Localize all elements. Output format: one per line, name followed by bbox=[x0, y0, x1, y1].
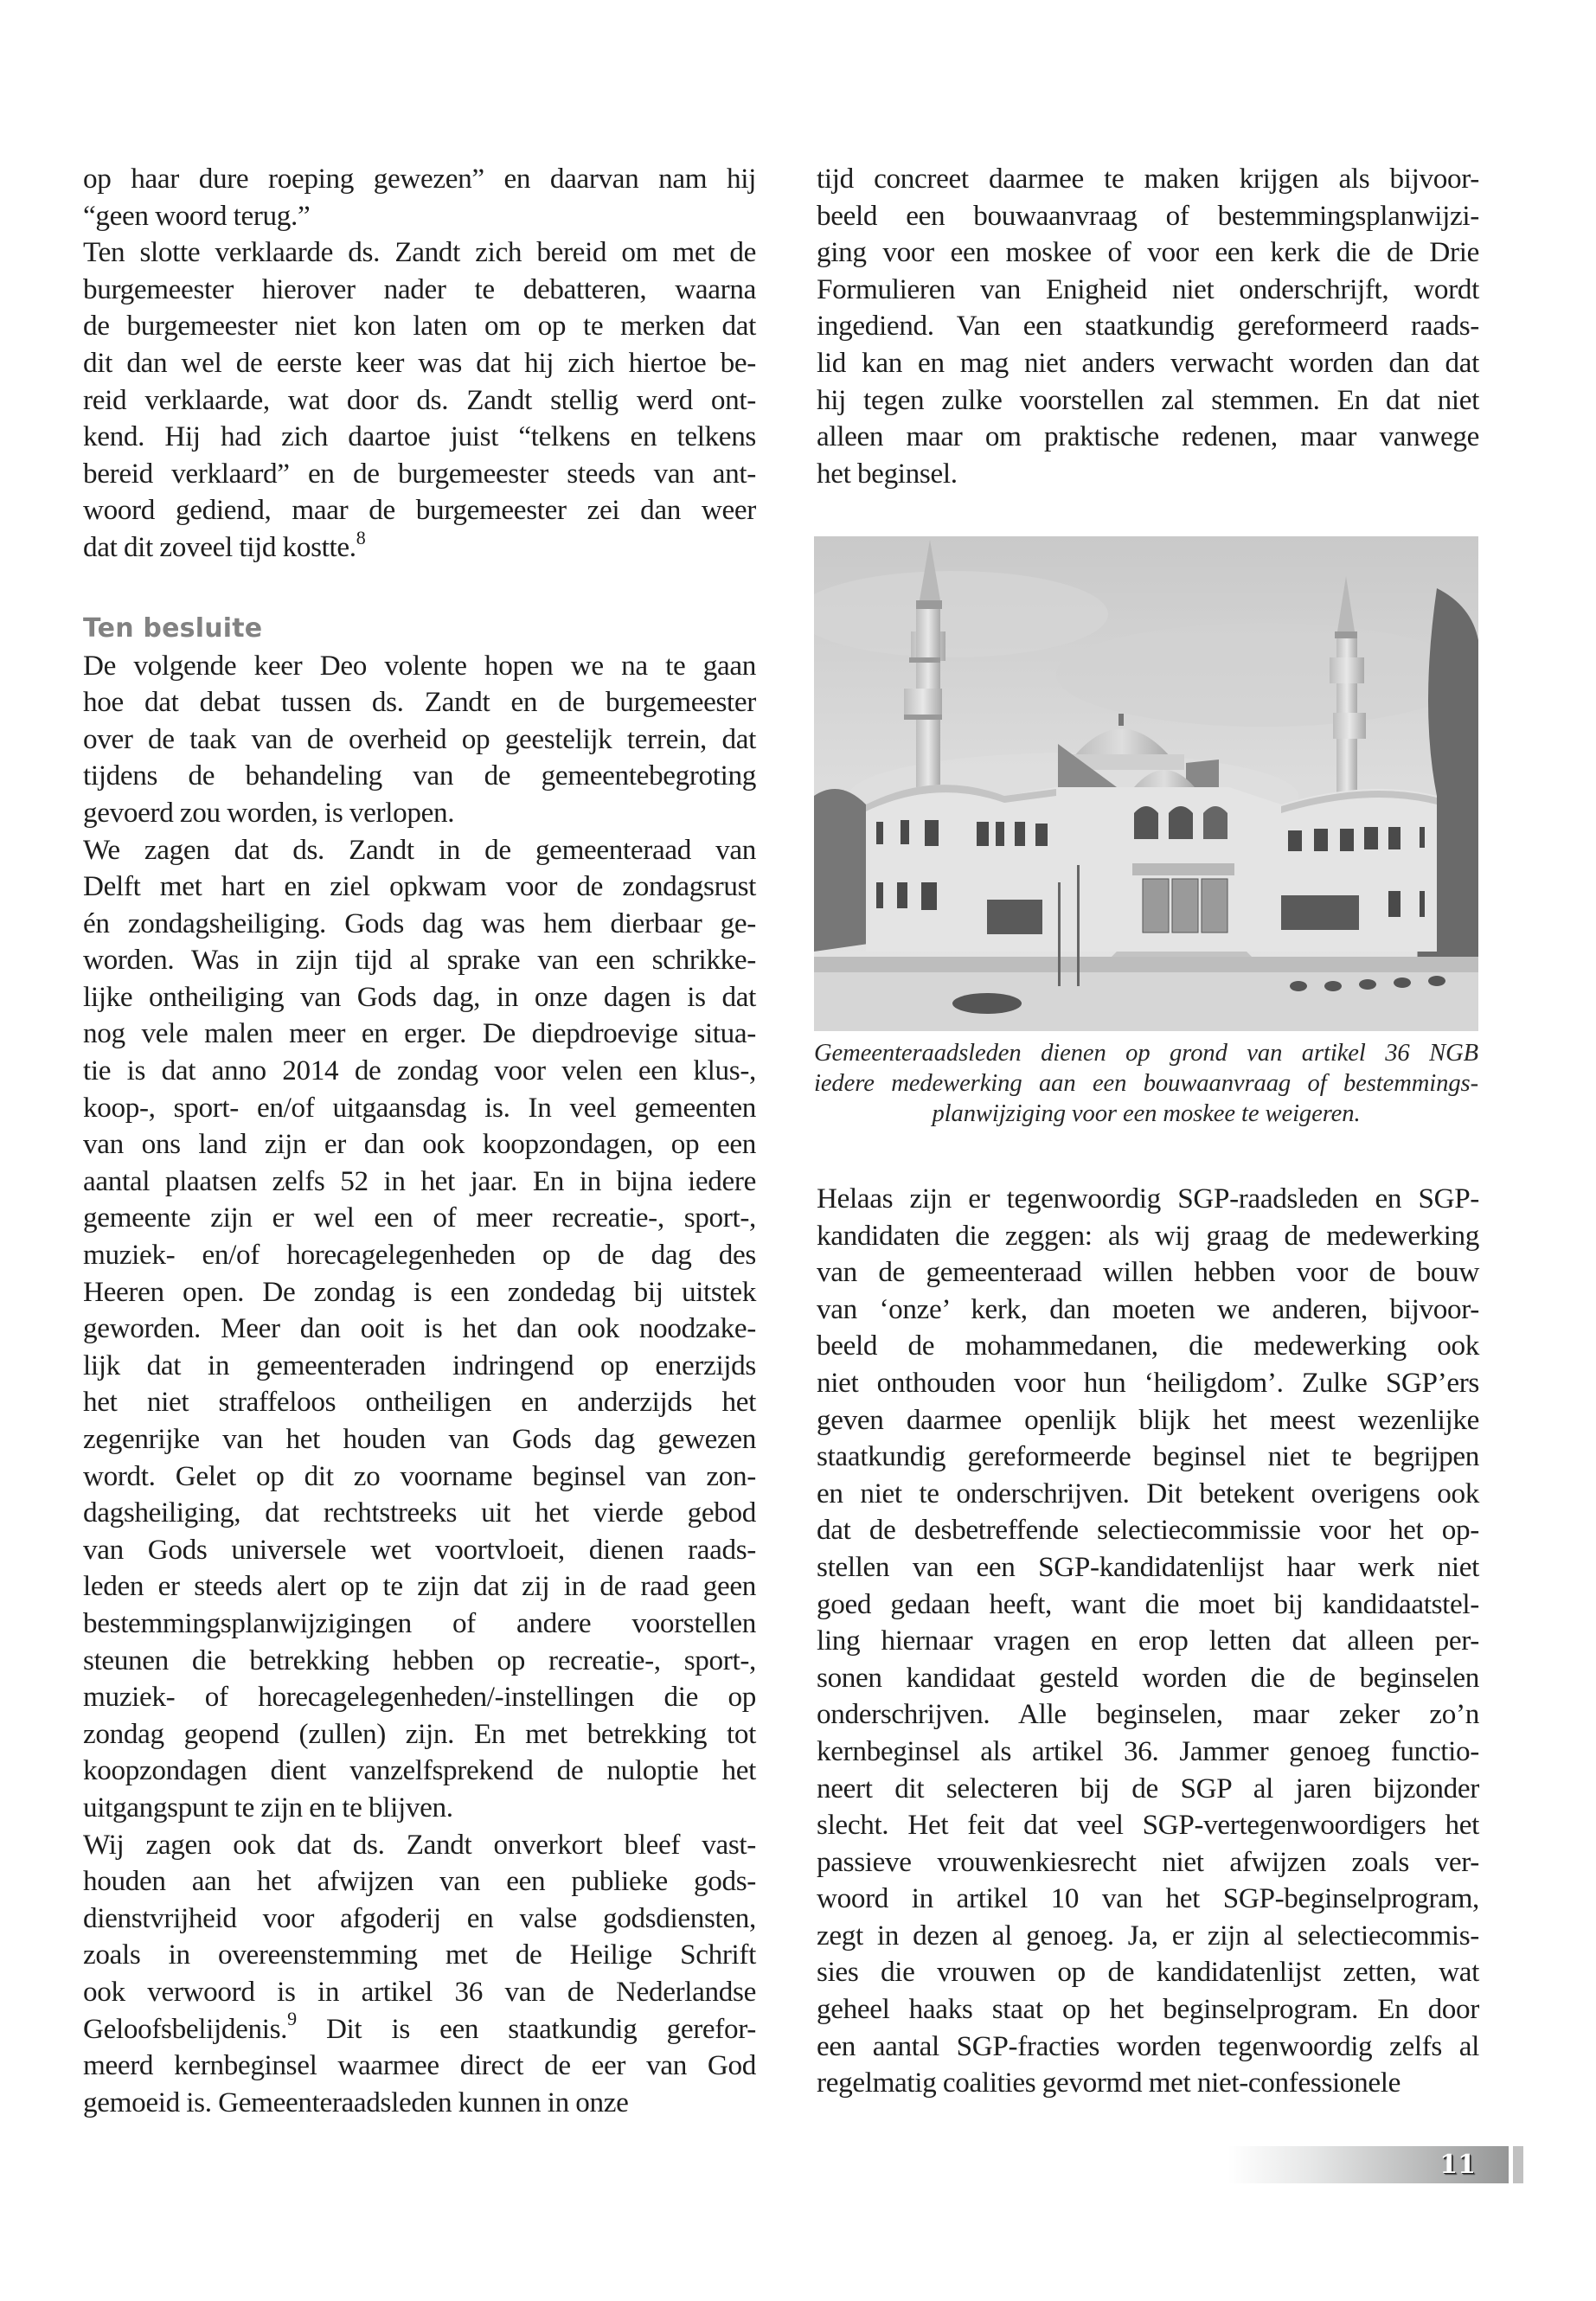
text-line: aantal plaatsen zelfs 52 in het jaar. En in bijna iedere bbox=[83, 1164, 756, 1197]
text-line: De volgende keer Deo volente hopen we na te gaan bbox=[83, 649, 756, 682]
text-line: van ‘onze’ kerk, dan moeten we anderen, bijvoor- bbox=[817, 1292, 1479, 1325]
text-line: lijke ontheiliging van Gods dag, in onze dagen is dat bbox=[83, 980, 756, 1013]
text-line: van Gods universele wet voortvloeit, dienen raads- bbox=[83, 1533, 756, 1566]
text-line: burgemeester hierover nader te debatteren, waarna bbox=[83, 272, 756, 305]
text-line: van ons land zijn er dan ook koopzondagen, op een bbox=[83, 1128, 756, 1161]
text-line: sies die vrouwen op de kandidatenlijst zetten, wat bbox=[817, 1956, 1479, 1989]
text-line: Wij zagen ook dat ds. Zandt onverkort bleef vast- bbox=[83, 1828, 756, 1861]
section-paragraph-2 bbox=[83, 832, 756, 1827]
text-line: tijd concreet daarmee te maken krijgen als bijvoor- bbox=[817, 163, 1479, 195]
text-line: ook verwoord is in artikel 36 van de Nederlandse bbox=[83, 1975, 756, 2008]
text-line: de burgemeester niet kon laten om op te merken dat bbox=[83, 310, 756, 343]
text-line: zegenrijke van het houden van Gods dag gewezen bbox=[83, 1423, 756, 1455]
text-line: muziek- en/of horecagelegenheden op de dag des bbox=[83, 1239, 756, 1272]
text-line: zegt in dezen al genoeg. Ja, er zijn al selectiecommis- bbox=[817, 1919, 1479, 1952]
text-line: zoals in overeenstemming met de Heilige Schrift bbox=[83, 1939, 756, 1971]
text-line: woord gediend, maar de burgemeester zei dan weer bbox=[83, 494, 756, 527]
text-line: en niet te onderschrijven. Dit betekent overigens ook bbox=[817, 1477, 1479, 1509]
mosque-photo bbox=[814, 536, 1478, 1031]
text-line: Formulieren van Enigheid niet onderschrijft, wordt bbox=[817, 272, 1479, 305]
text-line: wordt. Gelet op dit zo voorname beginsel van zon- bbox=[83, 1459, 756, 1492]
text-line: dit dan wel de eerste keer was dat hij zich hiertoe be- bbox=[83, 346, 756, 379]
text-line: muziek- of horecagelegenheden/-instellingen die op bbox=[83, 1681, 756, 1714]
right-top-paragraph bbox=[817, 161, 1479, 492]
text-line: koop-, sport- en/of uitgaansdag is. In veel gemeenten bbox=[83, 1091, 756, 1124]
text-line: dat de desbetreffende selectiecommissie voor het op- bbox=[817, 1514, 1479, 1547]
text-line: worden. Was in zijn tijd al sprake van een schrikke- bbox=[83, 944, 756, 977]
text-line: het beginsel. bbox=[817, 457, 958, 490]
text-line: gevoerd zou worden, is verlopen. bbox=[83, 796, 455, 829]
text-line: dat dit zoveel tijd kostte.$^8$ bbox=[83, 526, 366, 563]
page-number: 11 bbox=[1439, 2150, 1476, 2180]
intro-paragraph-1 bbox=[83, 161, 756, 234]
caption-line-1: Gemeenteraadsleden dienen op grond van artikel 36 NGB bbox=[814, 1040, 1478, 1067]
text-line: Delft met hart en ziel opkwam voor de zondagsrust bbox=[83, 870, 756, 903]
footer-edge-tab bbox=[1513, 2146, 1523, 2183]
text-line: sonen kandidaat gesteld worden die de beginselen bbox=[817, 1661, 1479, 1694]
text-line: zondag geopend (zullen) zijn. En met betrekking tot bbox=[83, 1717, 756, 1750]
text-line: ling hiernaar vragen en erop letten dat alleen per- bbox=[817, 1625, 1479, 1657]
text-line: koopzondagen dient vanzelfsprekend de nuloptie het bbox=[83, 1754, 756, 1787]
text-line: Ten slotte verklaarde ds. Zandt zich bereid om met de bbox=[83, 236, 756, 269]
text-line: tie is dat anno 2014 de zondag voor velen een klus-, bbox=[83, 1054, 756, 1087]
text-line: hij tegen zulke voorstellen zal stemmen. En dat niet bbox=[817, 383, 1479, 416]
text-line: geven daarmee openlijk blijk het meest wezenlijke bbox=[817, 1403, 1479, 1436]
text-line: dagsheiliging, dat rechtstreeks uit het vierde gebod bbox=[83, 1497, 756, 1529]
text-line: dienstvrijheid voor afgoderij en valse godsdiensten, bbox=[83, 1901, 756, 1934]
text-line: staatkundig gereformeerde beginsel niet te begrijpen bbox=[817, 1440, 1479, 1473]
text-line: ging voor een moskee of voor een kerk die de Drie bbox=[817, 236, 1479, 269]
text-line: meerd kernbeginsel waarmee direct de eer van God bbox=[83, 2049, 756, 2082]
text-line: onderschrijven. Alle beginselen, maar zeker zo’n bbox=[817, 1698, 1479, 1731]
text-line: ingediend. Van een staatkundig gereformeerd raads- bbox=[817, 310, 1479, 343]
text-line: alleen maar om praktische redenen, maar vanwege bbox=[817, 420, 1479, 453]
text-line: We zagen dat ds. Zandt in de gemeenteraad van bbox=[83, 833, 756, 866]
section-heading: Ten besluite bbox=[83, 612, 263, 644]
right-bottom-paragraph bbox=[817, 1181, 1479, 2102]
footnote-marker[interactable]: 8 bbox=[356, 526, 366, 548]
text-line: nog vele malen meer en erger. De diepdroevige situa- bbox=[83, 1017, 756, 1050]
text-line: tijdens de behandeling van de gemeentebegroting bbox=[83, 760, 756, 792]
photo-caption bbox=[814, 1038, 1478, 1129]
text-line: bereid verklaard” en de burgemeester steeds van ant- bbox=[83, 457, 756, 490]
text-line: lijk dat in gemeenteraden indringend op enerzijds bbox=[83, 1349, 756, 1381]
text-line: slecht. Het feit dat veel SGP-vertegenwoordigers het bbox=[817, 1809, 1479, 1842]
text-line: “geen woord terug.” bbox=[83, 199, 311, 232]
text-line: én zondagsheiliging. Gods dag was hem dierbaar ge- bbox=[83, 907, 756, 939]
text-line: steunen die betrekking hebben op recreatie-, sport-, bbox=[83, 1644, 756, 1676]
intro-paragraph-2 bbox=[83, 234, 756, 566]
text-line: uitgangspunt te zijn en te blijven. bbox=[83, 1791, 453, 1823]
caption-line-3: planwijziging voor een moskee te weigeren. bbox=[932, 1100, 1361, 1127]
text-line: leden er steeds alert op te zijn dat zij in de raad geen bbox=[83, 1570, 756, 1603]
text-line: reid verklaarde, wat door ds. Zandt stellig werd ont- bbox=[83, 383, 756, 416]
text-line: geworden. Meer dan ooit is het dan ook noodzake- bbox=[83, 1312, 756, 1345]
text-line: stellen van een SGP-kandidatenlijst haar werk niet bbox=[817, 1550, 1479, 1583]
text-line: geheel haaks staat op het beginselprogram. En door bbox=[817, 1993, 1479, 2026]
text-line: kend. Hij had zich daartoe juist “telkens en telkens bbox=[83, 420, 756, 453]
text-line: niet onthouden voor hun ‘heiligdom’. Zulke SGP’ers bbox=[817, 1366, 1479, 1399]
text-line: beeld de mohammedanen, die medewerking ook bbox=[817, 1330, 1479, 1362]
text-line: bestemmingsplanwijzigingen of andere voorstellen bbox=[83, 1606, 756, 1639]
text-line: gemeente zijn er wel een of meer recreatie-, sport-, bbox=[83, 1202, 756, 1234]
text-line: kandidaten die zeggen: als wij graag de medewerking bbox=[817, 1219, 1479, 1252]
section-paragraph-3 bbox=[83, 1827, 756, 2122]
text-line: lid kan en mag niet anders verwacht worden dan dat bbox=[817, 346, 1479, 379]
text-line: Geloofsbelijdenis.$^9$ Dit is een staatkundig gerefor- bbox=[83, 2008, 756, 2045]
left-column bbox=[83, 161, 756, 2121]
text-line: van de gemeenteraad willen hebben voor de bouw bbox=[817, 1256, 1479, 1289]
right-column-top bbox=[817, 161, 1479, 492]
footnote-marker[interactable]: 9 bbox=[287, 2008, 297, 2030]
text-line: woord in artikel 10 van het SGP-beginselprogram, bbox=[817, 1882, 1479, 1915]
text-line: een aantal SGP-fracties worden tegenwoordig zelfs al bbox=[817, 2029, 1479, 2062]
text-line: beeld een bouwaanvraag of bestemmingsplanwijzi- bbox=[817, 199, 1479, 232]
caption-line-2: iedere medewerking aan een bouwaanvraag of bestemmings- bbox=[814, 1070, 1478, 1097]
text-line: gemoeid is. Gemeenteraadsleden kunnen in onze bbox=[83, 2086, 629, 2118]
right-column-bottom bbox=[817, 1181, 1479, 2102]
text-line: op haar dure roeping gewezen” en daarvan nam hij bbox=[83, 163, 756, 195]
text-line: kernbeginsel als artikel 36. Jammer genoeg functio- bbox=[817, 1734, 1479, 1767]
text-line: het niet straffeloos ontheiligen en anderzijds het bbox=[83, 1386, 756, 1419]
text-line: neert dit selecteren bij de SGP al jaren bijzonder bbox=[817, 1772, 1479, 1804]
text-line: regelmatig coalities gevormd met niet-confessionele bbox=[817, 2067, 1401, 2099]
page-footer-bar bbox=[1228, 2146, 1509, 2183]
section-paragraph-1 bbox=[83, 648, 756, 832]
text-line: goed gedaan heeft, want die moet bij kandidaatstel- bbox=[817, 1587, 1479, 1620]
text-line: houden aan het afwijzen van een publieke gods- bbox=[83, 1865, 756, 1898]
text-line: Heeren open. De zondag is een zondedag bij uitstek bbox=[83, 1275, 756, 1308]
text-line: passieve vrouwenkiesrecht niet afwijzen zoals ver- bbox=[817, 1845, 1479, 1878]
text-line: hoe dat debat tussen ds. Zandt en de burgemeester bbox=[83, 686, 756, 719]
text-line: over de taak van de overheid op geestelijk terrein, dat bbox=[83, 722, 756, 755]
text-line: Helaas zijn er tegenwoordig SGP-raadsleden en SGP- bbox=[817, 1183, 1479, 1215]
mosque-illustration-icon bbox=[814, 536, 1478, 1031]
